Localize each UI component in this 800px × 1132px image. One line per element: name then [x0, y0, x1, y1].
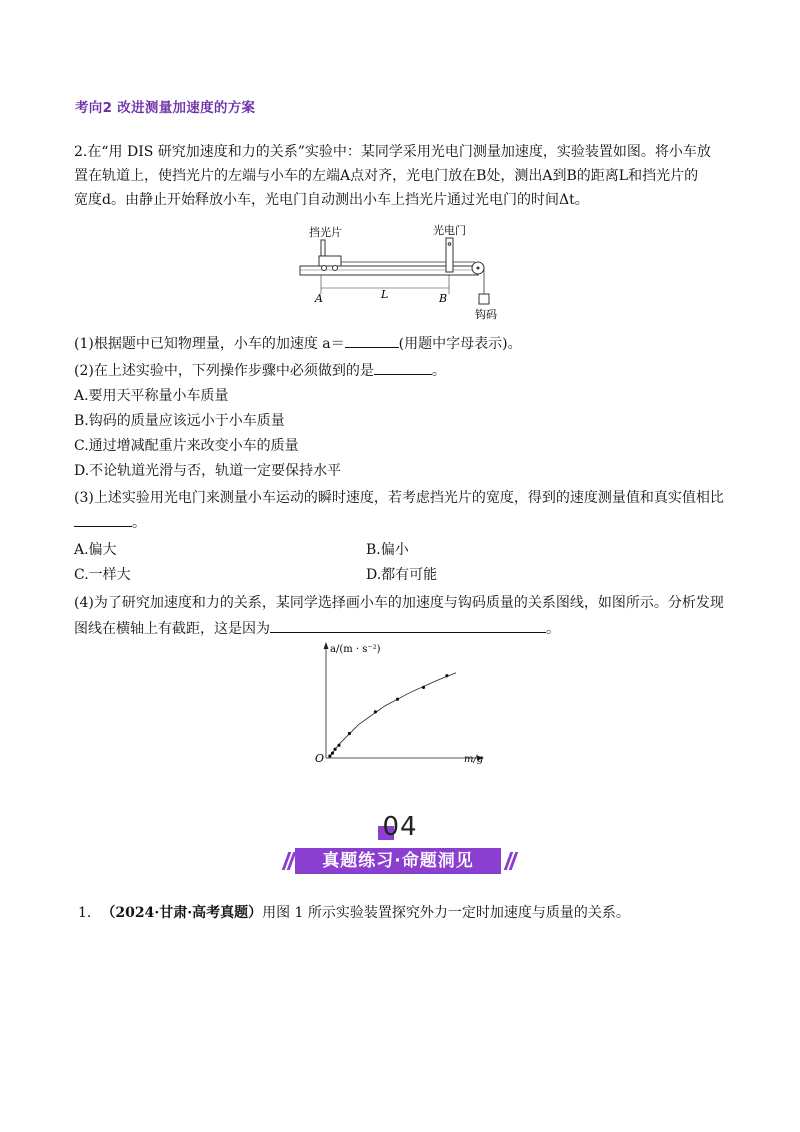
x-axis-label: m/g	[464, 754, 484, 765]
q2-option: C.通过增减配重片来改变小车的质量	[74, 438, 299, 454]
hook-weight-label: 钩码	[475, 308, 497, 321]
shading-plate	[321, 240, 325, 256]
q2-option: B.钩码的质量应该远小于小车质量	[74, 413, 285, 429]
point-A-label: A	[315, 292, 323, 305]
q3-option: A.偏大	[74, 542, 117, 558]
problem-text: 用图 1 所示实验装置探究外力一定时加速度与质量的关系。	[262, 905, 630, 921]
cart	[319, 256, 341, 266]
hook-weight	[479, 294, 489, 304]
answer-blank	[345, 333, 399, 348]
data-point	[374, 710, 377, 713]
problem-number: 1.	[78, 905, 92, 921]
section-title: 真题练习·命题洞见	[295, 848, 501, 874]
q3-option: B.偏小	[366, 542, 409, 558]
q4-text: 图线在横轴上有截距，这是因为	[74, 621, 270, 637]
question-3: (3)上述实验用光电门来测量小车运动的瞬时速度，若考虑挡光片的宽度，得到的速度测量值和真实值相比	[74, 490, 724, 506]
data-point	[328, 754, 331, 757]
section-heading: 考向2 改进测量加速度的方案	[75, 100, 256, 116]
q2-option: A.要用天平称量小车质量	[74, 388, 229, 404]
data-point	[337, 744, 340, 747]
question-4-blank	[74, 618, 560, 638]
section-number: 04	[382, 812, 418, 842]
question-1	[74, 333, 522, 353]
section-banner	[283, 848, 517, 876]
problem-source: （2024·甘肃·高考真题）	[101, 905, 263, 921]
acceleration-mass-chart	[300, 638, 500, 768]
length-L-label: L	[381, 288, 389, 301]
point-B-label: B	[439, 292, 448, 305]
question-2	[74, 360, 446, 380]
intro-line: 2.在“用 DIS 研究加速度和力的关系”实验中：某同学采用光电门测量加速度，实验装置如图。将小车放	[74, 144, 711, 160]
q3-option: C.一样大	[74, 567, 131, 583]
photogate-label: 光电门	[433, 224, 466, 237]
intro-line: 宽度d。由静止开始释放小车，光电门自动测出小车上挡光片通过光电门的时间Δt。	[74, 192, 589, 208]
next-problem	[78, 902, 630, 922]
answer-blank	[74, 512, 132, 527]
data-point	[422, 686, 425, 689]
question-3-blank	[74, 512, 146, 532]
q2-option: D.不论轨道光滑与否，轨道一定要保持水平	[74, 463, 342, 479]
data-point	[396, 698, 399, 701]
y-axis-label: a/(m · s⁻²)	[330, 644, 381, 655]
apparatus-figure	[295, 222, 515, 322]
problem-2-intro	[74, 140, 734, 212]
intro-line: 置在轨道上，使挡光片的左端与小车的左端A点对齐，光电门放在B处，测出A到B的距离L和挡光片的	[74, 168, 699, 184]
q1-suffix: (用题中字母表示)。	[398, 336, 522, 352]
shading-plate-label: 挡光片	[309, 226, 342, 239]
data-point	[331, 752, 334, 755]
q1-text: (1)根据题中已知物理量，小车的加速度 a＝	[74, 336, 345, 352]
data-point	[348, 732, 351, 735]
data-point	[445, 674, 448, 677]
q2-text: (2)在上述实验中，下列操作步骤中必须做到的是	[74, 363, 374, 379]
answer-blank	[270, 618, 546, 633]
question-4: (4)为了研究加速度和力的关系，某同学选择画小车的加速度与钩码质量的关系图线，如图所示。分析发现	[74, 595, 724, 611]
q2-suffix: 。	[431, 363, 446, 379]
answer-blank	[374, 360, 432, 375]
q4-suffix: 。	[546, 621, 560, 637]
origin-label: O	[315, 752, 325, 765]
fit-curve	[329, 673, 456, 758]
data-point	[334, 748, 337, 751]
q3-option: D.都有可能	[366, 567, 438, 583]
q3-suffix: 。	[132, 515, 146, 531]
